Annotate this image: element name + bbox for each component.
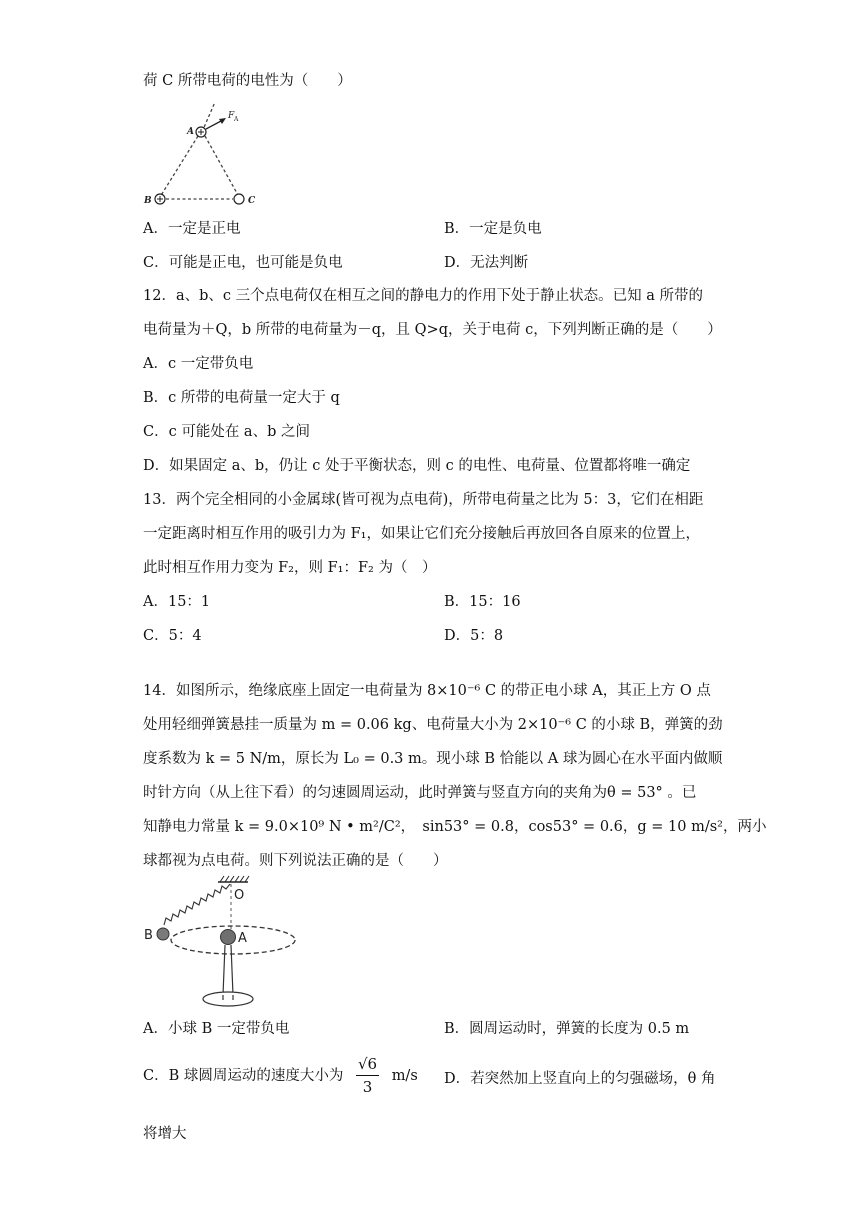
q14-option-b: B．圆周运动时，弹簧的长度为 0.5 m — [444, 1021, 690, 1037]
q14-option-c-denominator: 3 — [362, 1077, 373, 1096]
q11-option-b: B．一定是负电 — [444, 221, 542, 237]
q14-option-d-line2: 将增大 — [143, 1126, 187, 1142]
q12-option-c: C．c 可能处在 a、b 之间 — [143, 424, 310, 440]
q13-option-d: D．5：8 — [444, 628, 504, 644]
q11-option-c: C．可能是正电，也可能是负电 — [143, 255, 343, 271]
q11-side-ab — [160, 136, 198, 197]
q14-stem-line3: 度系数为 k = 5 N/m，原长为 L₀ = 0.3 m。现小球 B 恰能以 A 球为圆心在水平面内做顺 — [143, 751, 723, 767]
q11-stem-tail: 荷 C 所带电荷的电性为（ ） — [143, 73, 352, 89]
q11-side-ac — [205, 136, 238, 195]
q13-stem-line2: 一定距离时相互作用的吸引力为 F₁，如果让它们充分接触后再放回各自原来的位置上， — [143, 526, 700, 542]
q14-label-a: A — [238, 931, 247, 946]
q14-label-b: B — [144, 928, 153, 943]
q14-option-c — [143, 1055, 418, 1097]
q11-triangle-figure — [140, 100, 270, 208]
q12-option-d: D．如果固定 a、b，仍让 c 处于平衡状态，则 c 的电性、电荷量、位置都将唯一确定 — [143, 458, 691, 474]
q11-label-force-sub: A — [234, 116, 239, 123]
q14-stem-line6: 球都视为点电荷。则下列说法正确的是（ ） — [143, 853, 448, 869]
q14-stem-line1: 14．如图所示，绝缘底座上固定一电荷量为 8×10⁻⁶ C 的带正电小球 A，其正上方 O 点 — [143, 683, 711, 699]
q14-option-c-numerator: √6 — [356, 1055, 379, 1076]
q11-charge-c — [234, 194, 244, 204]
q11-label-a: A — [187, 127, 194, 137]
q11-label-b: B — [144, 196, 152, 206]
q14-spring — [164, 884, 230, 925]
q11-option-a: A．一定是正电 — [143, 221, 241, 237]
q14-option-c-unit: m/s — [391, 1067, 418, 1084]
q14-option-c-prefix: C．B 球圆周运动的速度大小为 — [143, 1067, 344, 1084]
q14-label-o: O — [234, 888, 245, 903]
q12-option-a: A．c 一定带负电 — [143, 356, 254, 372]
q14-stem-line2: 处用轻细弹簧悬挂一质量为 m = 0.06 kg、电荷量大小为 2×10⁻⁶ C 的小球 B，弹簧的劲 — [143, 717, 723, 733]
q14-ball-a — [221, 930, 236, 945]
q13-option-b: B．15：16 — [444, 594, 521, 610]
q11-option-d: D．无法判断 — [444, 255, 529, 271]
q13-stem-line1: 13．两个完全相同的小金属球(皆可视为点电荷)，所带电荷量之比为 5：3，它们在相距 — [143, 492, 704, 508]
q12-stem-line1: 12．a、b、c 三个点电荷仅在相互之间的静电力的作用下处于静止状态。已知 a 所带的 — [143, 288, 703, 304]
q14-stand-base — [203, 992, 253, 1006]
q14-spring-figure — [140, 872, 305, 1010]
q11-label-force: F — [228, 111, 235, 121]
q14-stem-line4: 时针方向（从上往下看）的匀速圆周运动，此时弹簧与竖直方向的夹角为θ = 53° 。已 — [143, 785, 697, 801]
q11-label-c: C — [248, 196, 256, 206]
q14-option-d-line1: D．若突然加上竖直向上的匀强磁场，θ 角 — [444, 1071, 716, 1087]
q13-option-a: A．15：1 — [143, 594, 211, 610]
q12-stem-line2: 电荷量为＋Q，b 所带的电荷量为－q，且 Q>q，关于电荷 c，下列判断正确的是（ ） — [143, 322, 722, 338]
q14-option-a: A．小球 B 一定带负电 — [143, 1021, 290, 1037]
q12-option-b: B．c 所带的电荷量一定大于 q — [143, 390, 340, 406]
q14-ball-b — [157, 928, 169, 940]
q13-option-c: C．5：4 — [143, 628, 202, 644]
q14-stem-line5: 知静电力常量 k = 9.0×10⁹ N • m²/C²， sin53° = 0.8，cos53° = 0.6，g = 10 m/s²，两小 — [143, 819, 767, 835]
q14-option-c-fraction — [356, 1055, 379, 1097]
q13-stem-line3: 此时相互作用力变为 F₂，则 F₁：F₂ 为（ ） — [143, 560, 437, 576]
